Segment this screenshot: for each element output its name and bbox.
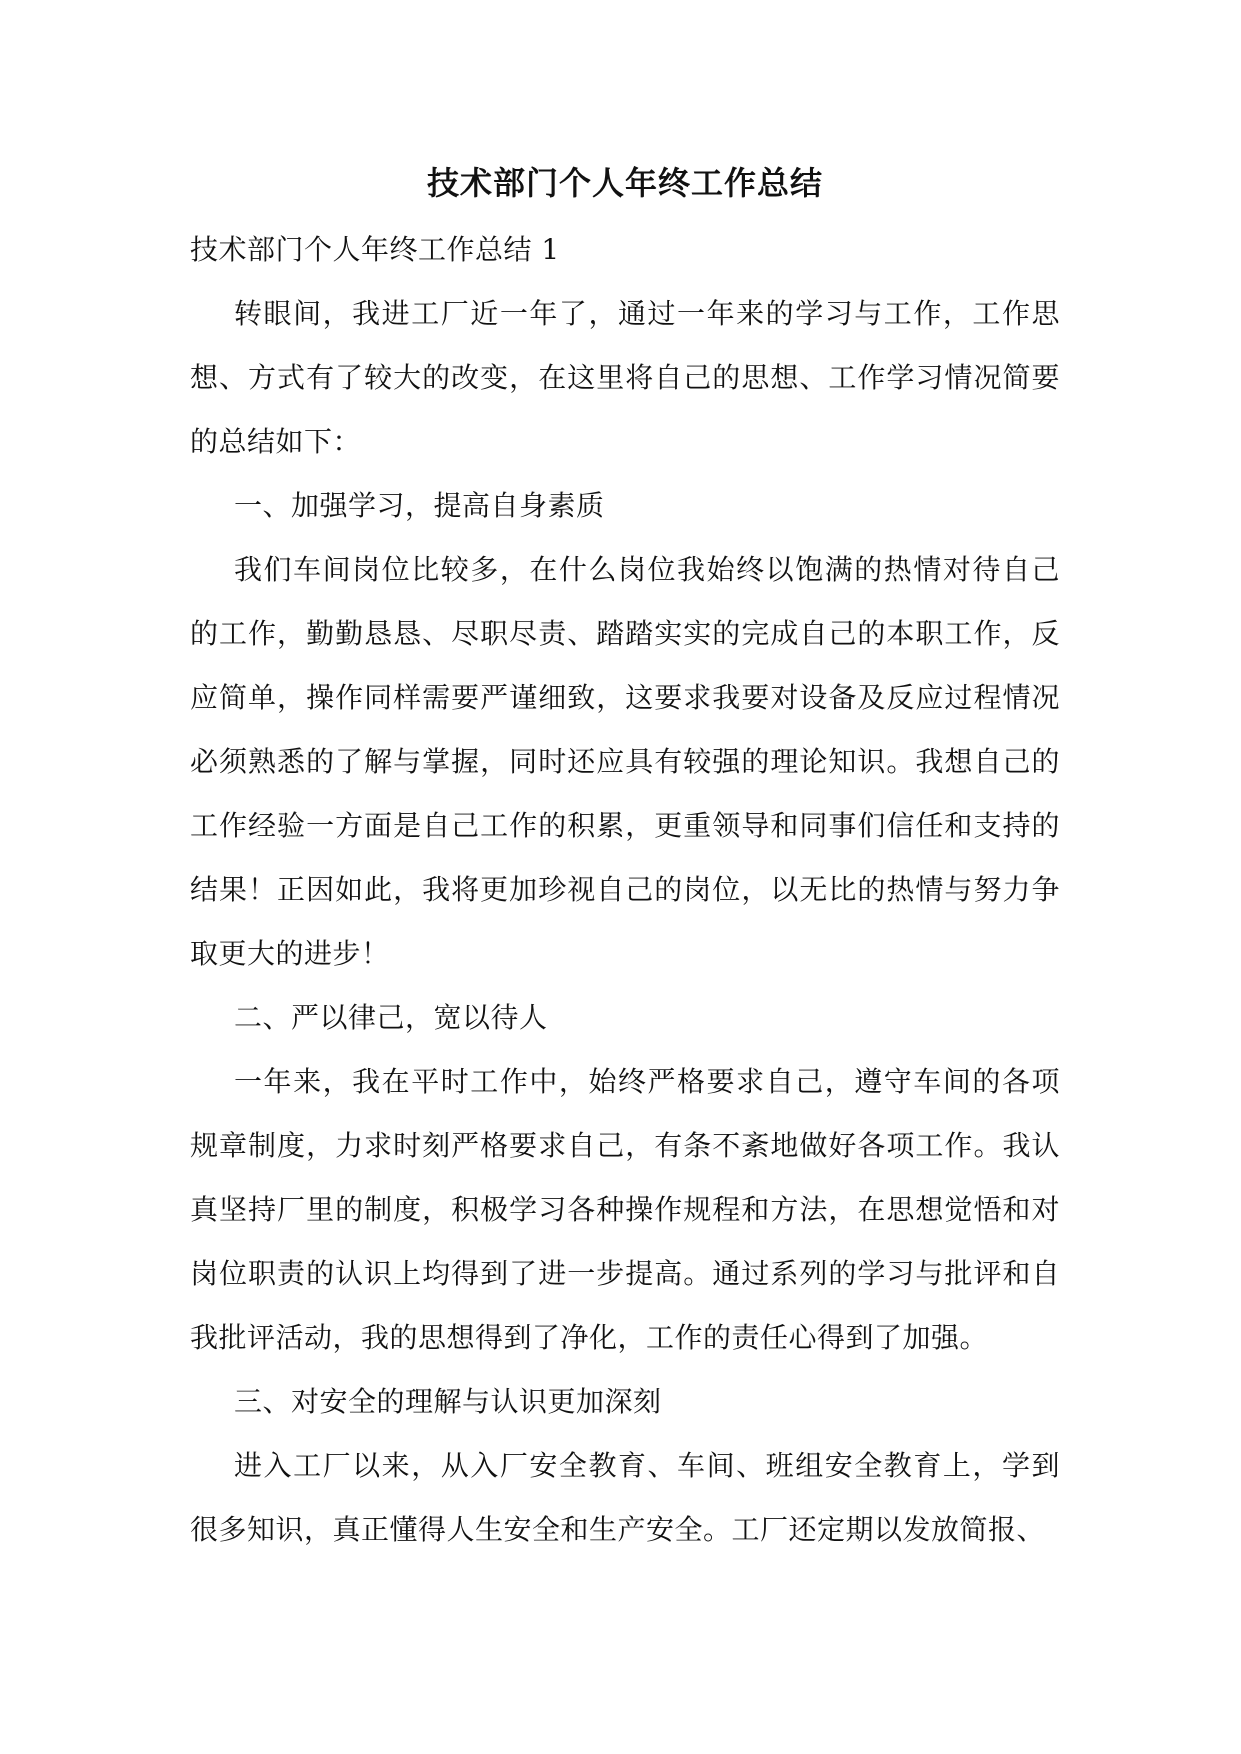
section-heading-2: 二、严以律己，宽以待人 [234, 1001, 548, 1034]
document-subtitle: 技术部门个人年终工作总结 1 [190, 233, 560, 266]
intro-paragraph: 转眼间，我进工厂近一年了，通过一年来的学习与工作，工作思想、方式有了较大的改变，在这里将自己的思想、工作学习情况简要的总结如下： [190, 297, 1060, 458]
section-heading-3: 三、对安全的理解与认识更加深刻 [234, 1385, 662, 1418]
section-3-paragraph: 进入工厂以来，从入厂安全教育、车间、班组安全教育上，学到很多知识，真正懂得人生安全和生产安全。工厂还定期以发放简报、 [190, 1449, 1060, 1546]
section-2-paragraph: 一年来，我在平时工作中，始终严格要求自己，遵守车间的各项规章制度，力求时刻严格要求自己，有条不紊地做好各项工作。我认真坚持厂里的制度，积极学习各种操作规程和方法，在思想觉悟和对岗位职责的认识上均得到了进一步提高。通过系列的学习与批评和自我批评活动，我的思想得到了净化，工作的责任心得到了加强。 [190, 1065, 1060, 1354]
document-title: 技术部门个人年终工作总结 [426, 164, 823, 202]
section-1-paragraph: 我们车间岗位比较多，在什么岗位我始终以饱满的热情对待自己的工作，勤勤恳恳、尽职尽责、踏踏实实的完成自己的本职工作，反应简单，操作同样需要严谨细致，这要求我要对设备及反应过程情况必须熟悉的了解与掌握，同时还应具有较强的理论知识。我想自己的工作经验一方面是自己工作的积累，更重领导和同事们信任和支持的结果！正因如此，我将更加珍视自己的岗位，以无比的热情与努力争取更大的进步！ [190, 553, 1060, 970]
section-heading-1: 一、加强学习，提高自身素质 [234, 489, 605, 522]
